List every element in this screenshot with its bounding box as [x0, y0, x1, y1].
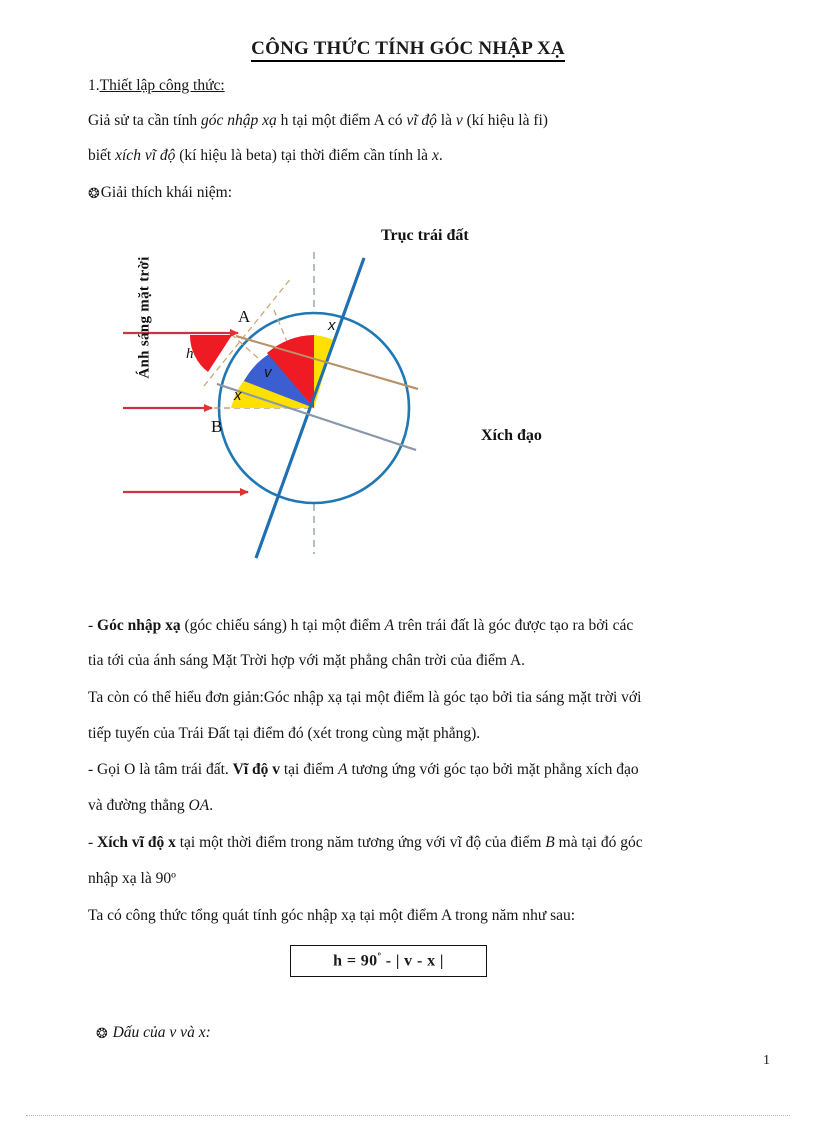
- gear-icon-2: ❂: [96, 1027, 108, 1042]
- definition-4-line-2: nhập xạ là 90º: [88, 870, 176, 887]
- point-b-label: B: [211, 417, 223, 436]
- angle-x-left-label: x: [234, 387, 242, 404]
- page-number: 1: [763, 1053, 770, 1068]
- formula-h-part: h = 90: [333, 952, 378, 970]
- gear-icon: ❂: [88, 187, 100, 202]
- diagram-svg: [86, 214, 726, 584]
- page-title: [0, 38, 816, 60]
- definition-1-line-1: [88, 618, 778, 634]
- formula-text: [333, 951, 444, 970]
- def3-part-e: tương ứng với góc tạo bởi mặt phẳng xích đạo: [347, 761, 639, 778]
- section-1-heading-text: Thiết lập công thức:: [99, 77, 225, 94]
- sign-section-heading-text: Dấu của v và x:: [112, 1024, 211, 1041]
- formula-intro-text: Ta có công thức tổng quát tính góc nhập xạ tại một điểm A trong năm như sau:: [88, 907, 576, 924]
- def1-term: Góc nhập xạ: [97, 617, 181, 634]
- setup-line-1-emphasis-goc-nhap-xa: góc nhập xạ: [201, 112, 277, 129]
- def3-line2-part-c: .: [209, 797, 214, 814]
- def4-part-c: tại một thời điểm trong năm tương ứng với vĩ độ của điểm: [175, 834, 546, 851]
- def4-part-e: mà tại đó góc: [554, 834, 643, 851]
- def4-dash: -: [88, 834, 98, 851]
- sunlight-label: Ánh sáng mặt trời: [136, 256, 153, 379]
- angle-h-red-sector: [190, 335, 232, 372]
- formula-rest-part: - | v - x |: [381, 952, 444, 970]
- setup-line-1-part-a: Giả sử ta cần tính: [88, 112, 201, 129]
- setup-line-1-part-e: là: [436, 112, 456, 129]
- angle-h-label: h: [186, 346, 194, 362]
- formula-box: [290, 945, 487, 977]
- definition-3-line-2: [88, 798, 778, 814]
- earth-incidence-angle-diagram: [86, 214, 726, 584]
- setup-line-1-part-c: h tại một điểm A có: [276, 112, 407, 129]
- sign-section-heading: [96, 1025, 786, 1042]
- def4-term: Xích vĩ độ x: [97, 834, 176, 851]
- definition-1-line-2: tia tới của ánh sáng Mặt Trời hợp với mặt phẳng chân trời của điểm A.: [88, 652, 526, 669]
- setup-line-1-emphasis-vi-do: vĩ độ: [406, 112, 437, 129]
- definition-4-line-1: [88, 835, 778, 851]
- setup-line-1: [88, 113, 778, 129]
- def4-var-b: B: [545, 834, 555, 851]
- def1-part-c: (góc chiếu sáng) h tại một điểm: [180, 617, 385, 634]
- concept-subheading-text: Giải thích khái niệm:: [100, 184, 233, 201]
- def1-var-a: A: [384, 617, 395, 634]
- setup-line-2-part-e: .: [438, 147, 443, 164]
- definition-2-line-2: tiếp tuyến của Trái Đất tại điểm đó (xét trong cùng mặt phẳng).: [88, 725, 481, 742]
- setup-line-1-var-v: v: [455, 112, 463, 129]
- axis-label: Trục trái đất: [381, 227, 469, 244]
- page-title-text: CÔNG THỨC TÍNH GÓC NHẬP XẠ: [251, 38, 565, 62]
- bottom-page-rule: [26, 1115, 790, 1116]
- def1-part-e: trên trái đất là góc được tạo ra bởi các: [394, 617, 634, 634]
- def3-term: Vĩ độ v: [232, 761, 280, 778]
- setup-line-2: [88, 148, 778, 164]
- angle-x-top-label: x: [328, 317, 336, 334]
- setup-line-2-part-c: (kí hiệu là beta) tại thời điểm cần tính là: [175, 147, 432, 164]
- def3-part-a: - Gọi O là tâm trái đất.: [88, 761, 233, 778]
- setup-line-1-part-g: (kí hiệu là fi): [462, 112, 548, 129]
- angle-v-label: v: [264, 364, 272, 381]
- section-1-heading: [88, 78, 778, 94]
- def3-line2-part-a: và đường thẳng: [88, 797, 189, 814]
- def3-var-a: A: [338, 761, 348, 778]
- def3-line2-var-oa: OA: [188, 797, 210, 814]
- def3-part-c: tại điểm: [280, 761, 339, 778]
- setup-line-2-part-a: biết: [88, 147, 116, 164]
- concept-subheading: [88, 185, 778, 202]
- section-1-number: 1.: [88, 77, 100, 94]
- setup-line-2-var-x: x: [431, 147, 439, 164]
- def1-dash: -: [88, 617, 98, 634]
- point-a-label: A: [238, 307, 251, 326]
- equator-label: Xích đạo: [481, 427, 542, 444]
- definition-2-line-1: Ta còn có thể hiểu đơn giản:Góc nhập xạ tại một điểm là góc tạo bởi tia sáng mặt trời với: [88, 689, 642, 706]
- setup-line-2-emphasis-xich-vi-do: xích vĩ độ: [115, 147, 176, 164]
- definition-3-line-1: [88, 762, 778, 778]
- formula-degree-symbol: º: [377, 951, 382, 963]
